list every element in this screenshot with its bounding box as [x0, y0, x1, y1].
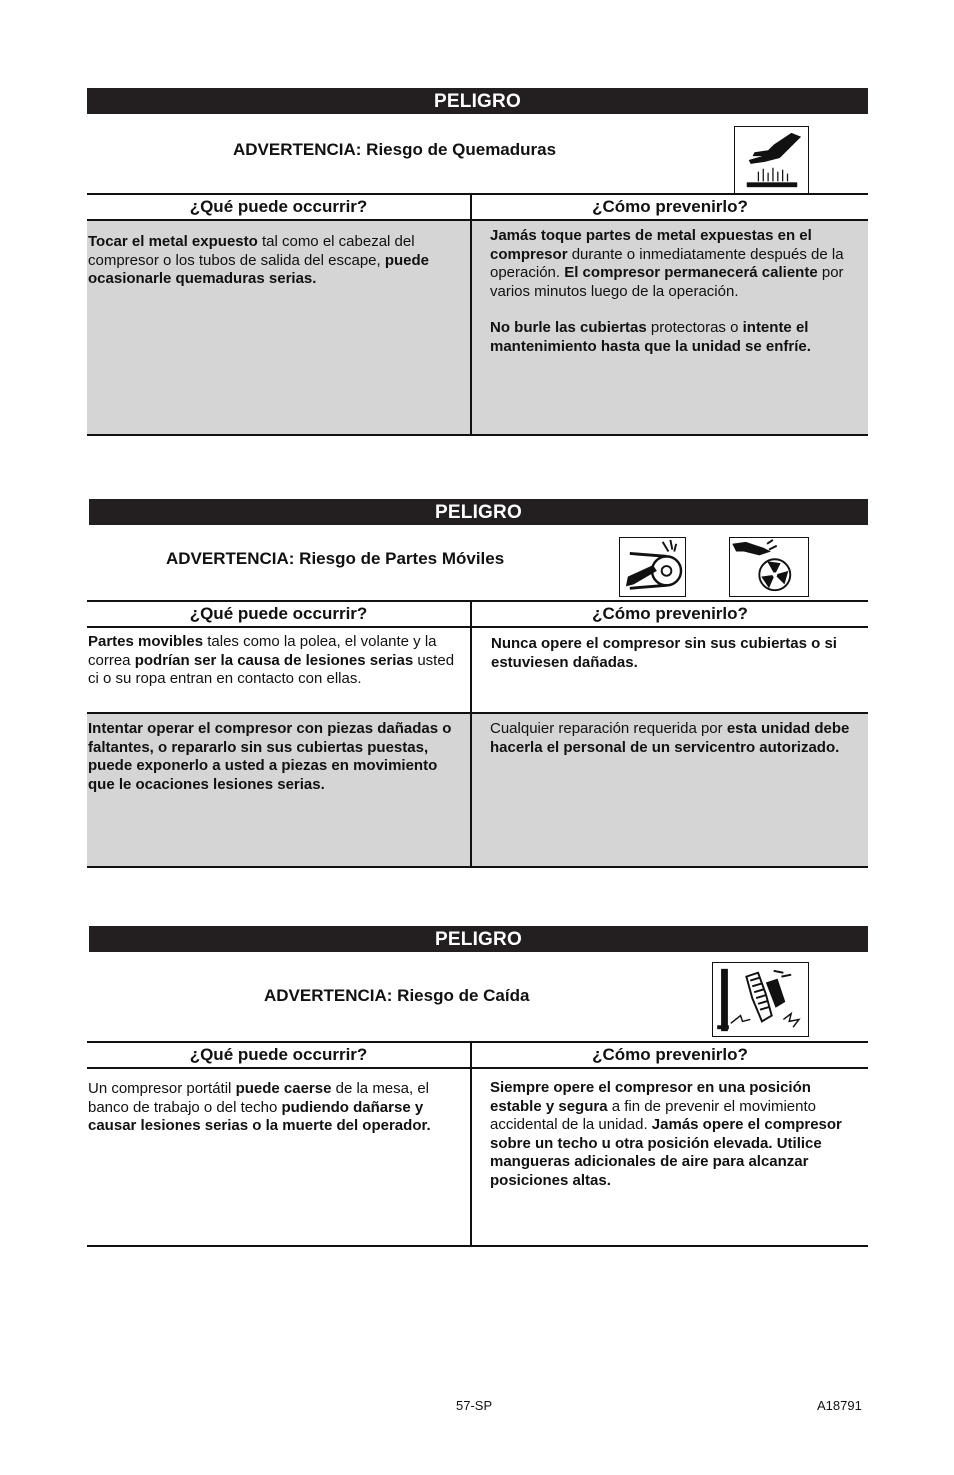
warning-title: ADVERTENCIA: Riesgo de Caída	[264, 986, 530, 1005]
danger-section-burn	[87, 88, 868, 355]
text-run: Un compresor portátil	[88, 1080, 236, 1097]
bold-text-run: Partes movibles	[88, 633, 204, 650]
bold-text-run: Jamás opere el compresor sobre un techo u otra posición elevada. Utilice mangueras adicionales de aire para alcanzar posiciones altas.	[490, 1116, 842, 1189]
table-header	[87, 602, 868, 628]
table-header	[87, 195, 868, 221]
danger-banner: PELIGRO	[89, 499, 868, 525]
bold-text-run: esta unidad debe hacerla el personal de un servicentro autorizado.	[490, 720, 850, 756]
text-run: usted ci o su ropa entran en contacto con ellas.	[88, 651, 455, 687]
text-run: protectoras o	[646, 319, 743, 336]
table-header	[87, 1043, 868, 1069]
table-row	[87, 714, 868, 868]
bold-text-run: Intentar operar el compresor con piezas dañadas o faltantes, o repararlo sin sus cubiertas puestas, puede exponerlo a usted a piezas en movimiento que le ocaciones lesiones serias.	[88, 720, 452, 793]
falling-compressor-icon	[712, 962, 809, 1037]
bold-text-run: No burle las cubiertas	[490, 319, 647, 336]
bold-text-run: El compresor permanecerá caliente	[564, 264, 818, 281]
bold-text-run: Jamás toque partes de metal expuestas en el compresor	[490, 227, 812, 263]
bold-text-run: Siempre opere el compresor en una posición estable y segura	[490, 1079, 811, 1115]
warning-title: ADVERTENCIA: Riesgo de Partes Móviles	[166, 549, 505, 568]
what-cell	[87, 628, 472, 712]
text-run: tales como la polea, el volante y la correa	[88, 633, 437, 669]
column-header-what: ¿Qué puede occurrir?	[87, 195, 472, 219]
bold-text-run: puede caerse	[235, 1080, 332, 1097]
danger-section-moving-parts	[87, 499, 868, 793]
text-run: de la mesa, el banco de trabajo o del techo	[88, 1080, 430, 1116]
document-code: A18791	[817, 1398, 862, 1413]
what-cell	[87, 714, 472, 866]
column-header-how: ¿Cómo prevenirlo?	[592, 604, 748, 623]
what-cell	[87, 1069, 472, 1245]
text-run: por varios minutos luego de la operación.	[490, 264, 844, 300]
text-run: durante o inmediatamente después de la operación.	[490, 245, 844, 281]
fan-blade-hand-icon	[729, 537, 809, 597]
bold-text-run: Tocar el metal expuesto	[88, 233, 258, 250]
column-header-how: ¿Cómo prevenirlo?	[592, 197, 748, 216]
bold-text-run: intente el mantenimiento hasta que la unidad se enfríe.	[490, 319, 811, 355]
warning-title: ADVERTENCIA: Riesgo de Quemaduras	[233, 140, 557, 159]
hazard-table	[87, 193, 868, 436]
text-run: Cualquier reparación requerida por	[490, 720, 727, 737]
column-header-what: ¿Qué puede occurrir?	[87, 602, 472, 626]
table-row	[87, 628, 868, 714]
column-header-how: ¿Cómo prevenirlo?	[592, 1045, 748, 1064]
text-run: a fin de prevenir el movimiento accidental de la unidad.	[490, 1097, 816, 1133]
how-cell	[472, 628, 868, 712]
how-cell	[472, 714, 868, 866]
page-number: 57-SP	[456, 1398, 493, 1413]
danger-banner: PELIGRO	[87, 88, 868, 114]
hazard-table	[87, 600, 868, 868]
bold-text-run: Nunca opere el compresor sin sus cubiertas o si estuviesen dañadas.	[491, 635, 837, 671]
bold-text-run: podrían ser la causa de lesiones serias	[134, 651, 414, 669]
danger-banner: PELIGRO	[89, 926, 868, 952]
table-row	[87, 1069, 868, 1247]
hot-surface-hand-icon	[734, 126, 809, 194]
table-row	[87, 221, 868, 436]
column-header-what: ¿Qué puede occurrir?	[87, 1043, 472, 1067]
hazard-table	[87, 1041, 868, 1247]
danger-section-fall	[87, 926, 868, 1189]
how-cell	[472, 1069, 868, 1245]
what-cell	[87, 221, 472, 434]
pulley-entanglement-icon	[619, 537, 686, 597]
text-run: tal como el cabezal del compresor o los tubos de salida del escape,	[88, 233, 415, 269]
how-cell	[472, 221, 868, 434]
bold-text-run: puede ocasionarle quemaduras serias.	[88, 251, 430, 287]
bold-text-run: pudiendo dañarse y causar lesiones serias o la muerte del operador.	[88, 1098, 431, 1134]
